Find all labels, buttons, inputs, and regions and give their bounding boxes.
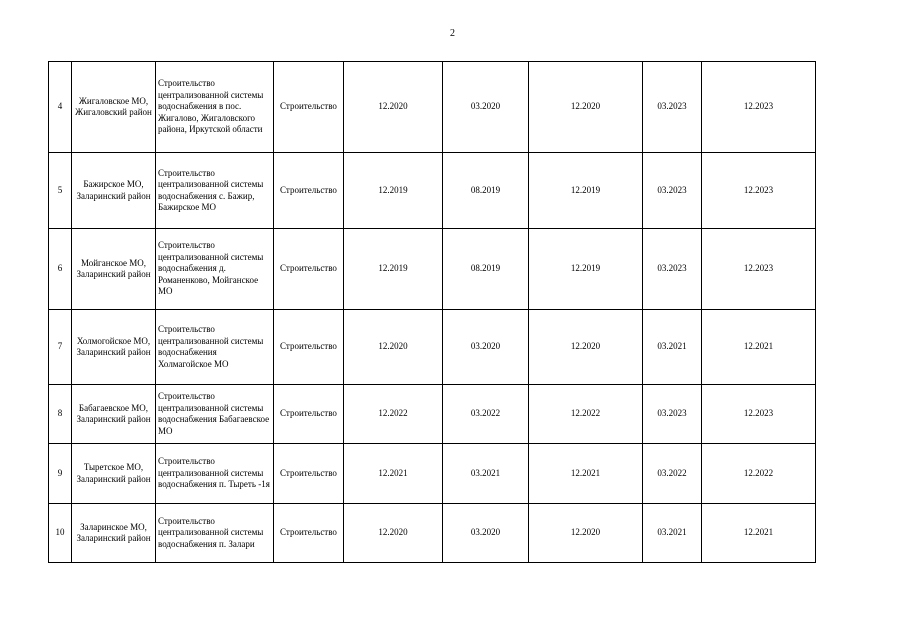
date-cell-4: 03.2023 [643,62,702,153]
description-cell: Строительство централизованной системы водоснабжения с. Бажир, Бажирское МО [156,153,274,229]
date-cell-4: 03.2023 [643,229,702,310]
description-cell: Строительство централизованной системы водоснабжения д. Романенково, Мойганское МО [156,229,274,310]
date-cell-5: 12.2023 [702,153,816,229]
work-type-cell: Строительство [274,62,344,153]
date-cell-1: 12.2020 [344,62,443,153]
date-cell-3: 12.2020 [529,310,643,385]
row-number: 6 [49,229,72,310]
table-row [49,153,816,229]
date-cell-3: 12.2022 [529,385,643,444]
work-type-cell: Строительство [274,444,344,504]
date-cell-5: 12.2023 [702,229,816,310]
table-row [49,229,816,310]
row-number: 7 [49,310,72,385]
date-cell-5: 12.2023 [702,62,816,153]
date-cell-2: 03.2020 [443,62,529,153]
date-cell-1: 12.2022 [344,385,443,444]
date-cell-4: 03.2022 [643,444,702,504]
municipality-cell: Тыретское МО, Заларинский район [72,444,156,504]
row-number: 10 [49,504,72,563]
row-number: 4 [49,62,72,153]
row-number: 5 [49,153,72,229]
table-row [49,504,816,563]
date-cell-1: 12.2019 [344,153,443,229]
date-cell-2: 08.2019 [443,229,529,310]
date-cell-2: 03.2020 [443,310,529,385]
date-cell-2: 03.2021 [443,444,529,504]
municipality-cell: Бабагаевское МО, Заларинский район [72,385,156,444]
table-row [49,62,816,153]
description-cell: Строительство централизованной системы водоснабжения Бабагаевское МО [156,385,274,444]
work-type-cell: Строительство [274,153,344,229]
date-cell-5: 12.2021 [702,310,816,385]
date-cell-3: 12.2021 [529,444,643,504]
date-cell-4: 03.2021 [643,310,702,385]
municipality-cell: Жигаловское МО, Жигаловский район [72,62,156,153]
date-cell-4: 03.2023 [643,385,702,444]
row-number: 8 [49,385,72,444]
date-cell-1: 12.2020 [344,504,443,563]
date-cell-2: 03.2020 [443,504,529,563]
date-cell-3: 12.2020 [529,504,643,563]
date-cell-3: 12.2020 [529,62,643,153]
date-cell-5: 12.2023 [702,385,816,444]
municipality-cell: Мойганское МО, Заларинский район [72,229,156,310]
row-number: 9 [49,444,72,504]
description-cell: Строительство централизованной системы водоснабжения п. Залари [156,504,274,563]
description-cell: Строительство централизованной системы водоснабжения Холмагойское МО [156,310,274,385]
table-row [49,385,816,444]
description-cell: Строительство централизованной системы водоснабжения п. Тыреть -1я [156,444,274,504]
date-cell-4: 03.2021 [643,504,702,563]
work-type-cell: Строительство [274,310,344,385]
date-cell-1: 12.2020 [344,310,443,385]
date-cell-3: 12.2019 [529,153,643,229]
date-cell-2: 03.2022 [443,385,529,444]
date-cell-4: 03.2023 [643,153,702,229]
work-type-cell: Строительство [274,385,344,444]
table-row [49,444,816,504]
work-type-cell: Строительство [274,229,344,310]
page-number: 2 [450,28,455,39]
date-cell-5: 12.2022 [702,444,816,504]
table-row [49,310,816,385]
date-cell-5: 12.2021 [702,504,816,563]
projects-table [48,61,816,563]
date-cell-1: 12.2021 [344,444,443,504]
date-cell-2: 08.2019 [443,153,529,229]
municipality-cell: Заларинское МО, Заларинский район [72,504,156,563]
date-cell-1: 12.2019 [344,229,443,310]
municipality-cell: Холмогойское МО, Заларинский район [72,310,156,385]
municipality-cell: Бажирское МО, Заларинский район [72,153,156,229]
date-cell-3: 12.2019 [529,229,643,310]
work-type-cell: Строительство [274,504,344,563]
description-cell: Строительство централизованной системы водоснабжения в пос. Жигалово, Жигаловского района, Иркутской области [156,62,274,153]
